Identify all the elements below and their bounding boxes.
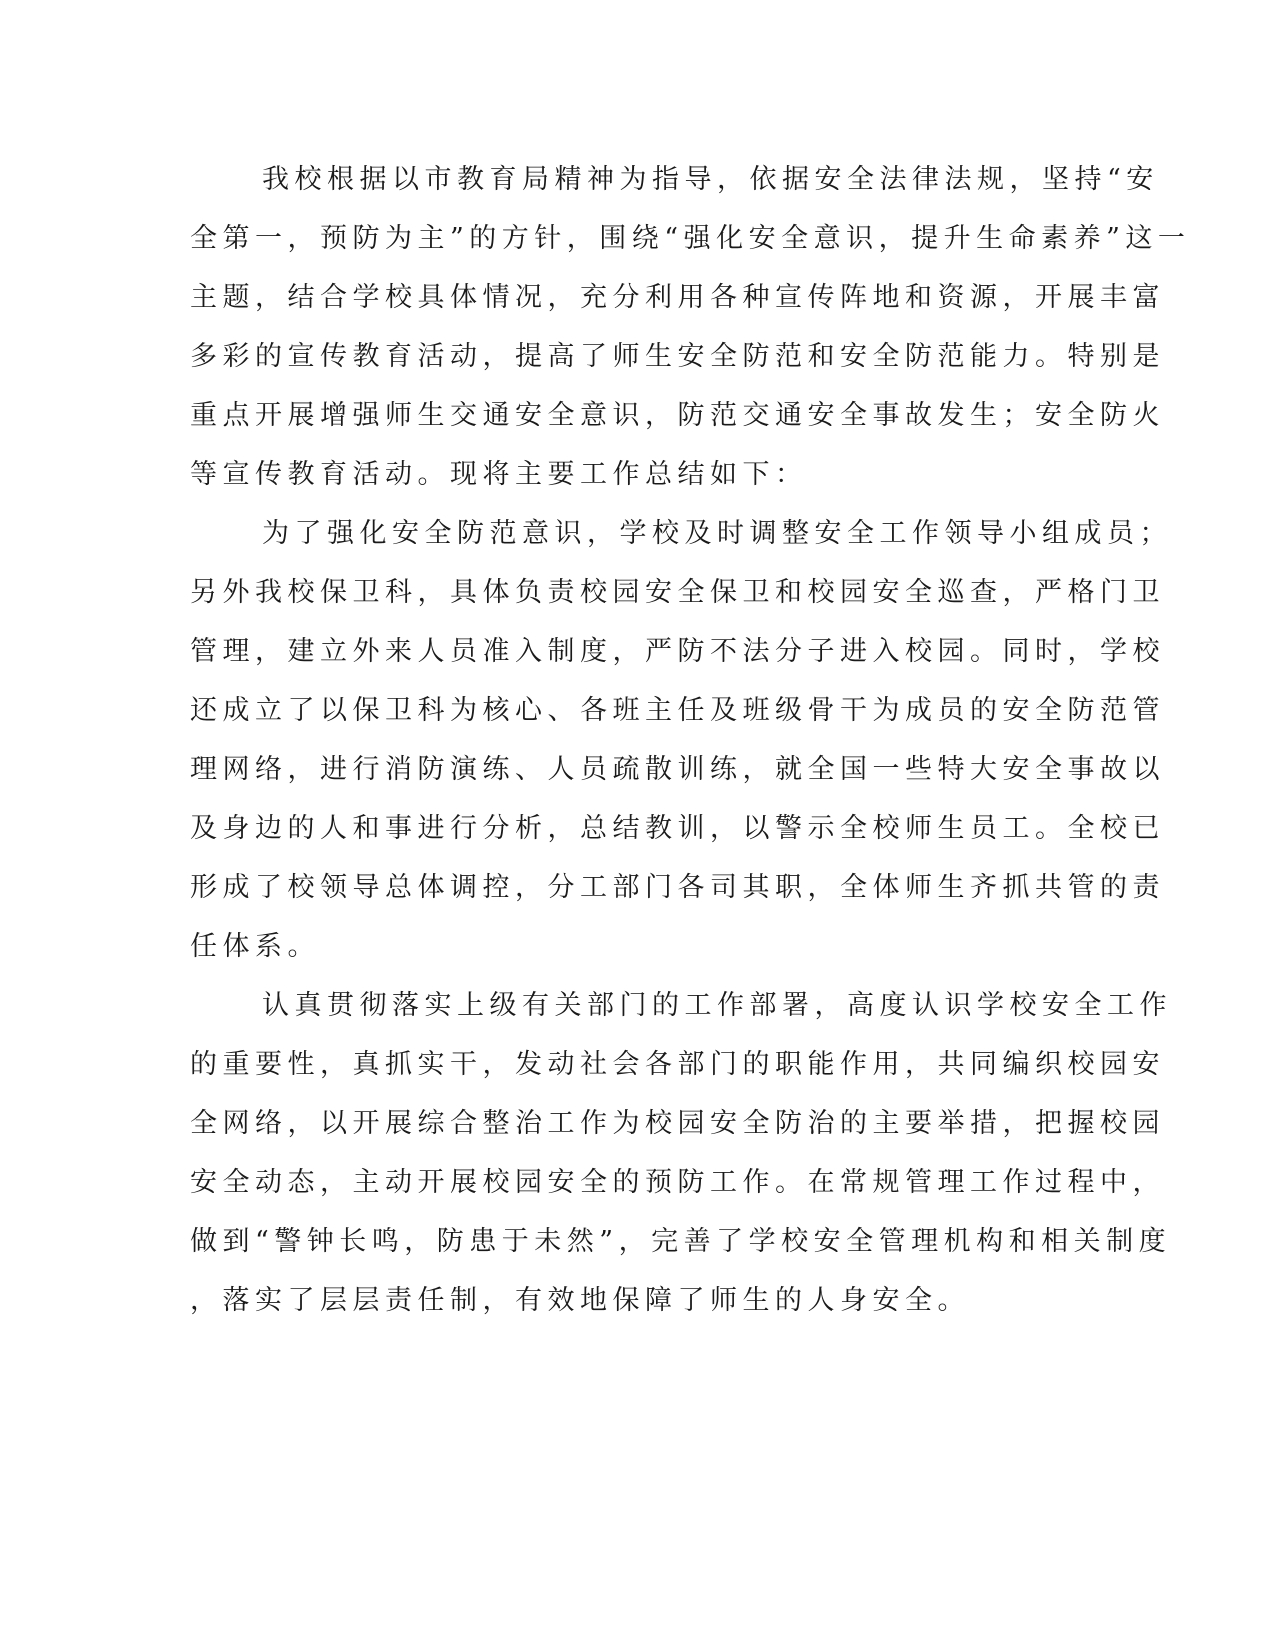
paragraph-2-line-6: 及身边的人和事进行分析，总结教训，以警示全校师生员工。全校已 <box>190 813 1165 844</box>
paragraph-2-line-3: 管理，建立外来人员准入制度，严防不法分子进入校园。同时，学校 <box>190 636 1165 667</box>
paragraph-1-line-1: 我校根据以市教育局精神为指导，依据安全法律法规，坚持“安 <box>262 164 1159 195</box>
paragraph-2-line-2: 另外我校保卫科，具体负责校园安全保卫和校园安全巡查，严格门卫 <box>190 577 1165 608</box>
paragraph-2-line-7: 形成了校领导总体调控，分工部门各司其职，全体师生齐抓共管的责 <box>190 872 1165 903</box>
paragraph-2-line-4: 还成立了以保卫科为核心、各班主任及班级骨干为成员的安全防范管 <box>190 695 1165 726</box>
paragraph-3-line-2: 的重要性，真抓实干，发动社会各部门的职能作用，共同编织校园安 <box>190 1049 1165 1080</box>
paragraph-2-line-1: 为了强化安全防范意识，学校及时调整安全工作领导小组成员； <box>262 518 1172 549</box>
paragraph-1-line-5: 重点开展增强师生交通安全意识，防范交通安全事故发生；安全防火 <box>190 400 1165 431</box>
paragraph-1-line-2: 全第一，预防为主”的方针，围绕“强化安全意识，提升生命素养”这一 <box>190 223 1191 254</box>
paragraph-1-line-3: 主题，结合学校具体情况，充分利用各种宣传阵地和资源，开展丰富 <box>190 282 1165 313</box>
paragraph-3-line-4: 安全动态，主动开展校园安全的预防工作。在常规管理工作过程中， <box>190 1167 1165 1198</box>
paragraph-3-line-1: 认真贯彻落实上级有关部门的工作部署，高度认识学校安全工作 <box>262 990 1172 1021</box>
paragraph-3-line-6: ，落实了层层责任制，有效地保障了师生的人身安全。 <box>190 1285 970 1316</box>
paragraph-3-line-3: 全网络，以开展综合整治工作为校园安全防治的主要举措，把握校园 <box>190 1108 1165 1139</box>
paragraph-1-line-4: 多彩的宣传教育活动，提高了师生安全防范和安全防范能力。特别是 <box>190 341 1165 372</box>
paragraph-1-line-6: 等宣传教育活动。现将主要工作总结如下： <box>190 459 808 490</box>
paragraph-2-line-8: 任体系。 <box>190 931 320 962</box>
paragraph-3-line-5: 做到“警钟长鸣，防患于未然”，完善了学校安全管理机构和相关制度 <box>190 1226 1172 1257</box>
paragraph-2-line-5: 理网络，进行消防演练、人员疏散训练，就全国一些特大安全事故以 <box>190 754 1165 785</box>
